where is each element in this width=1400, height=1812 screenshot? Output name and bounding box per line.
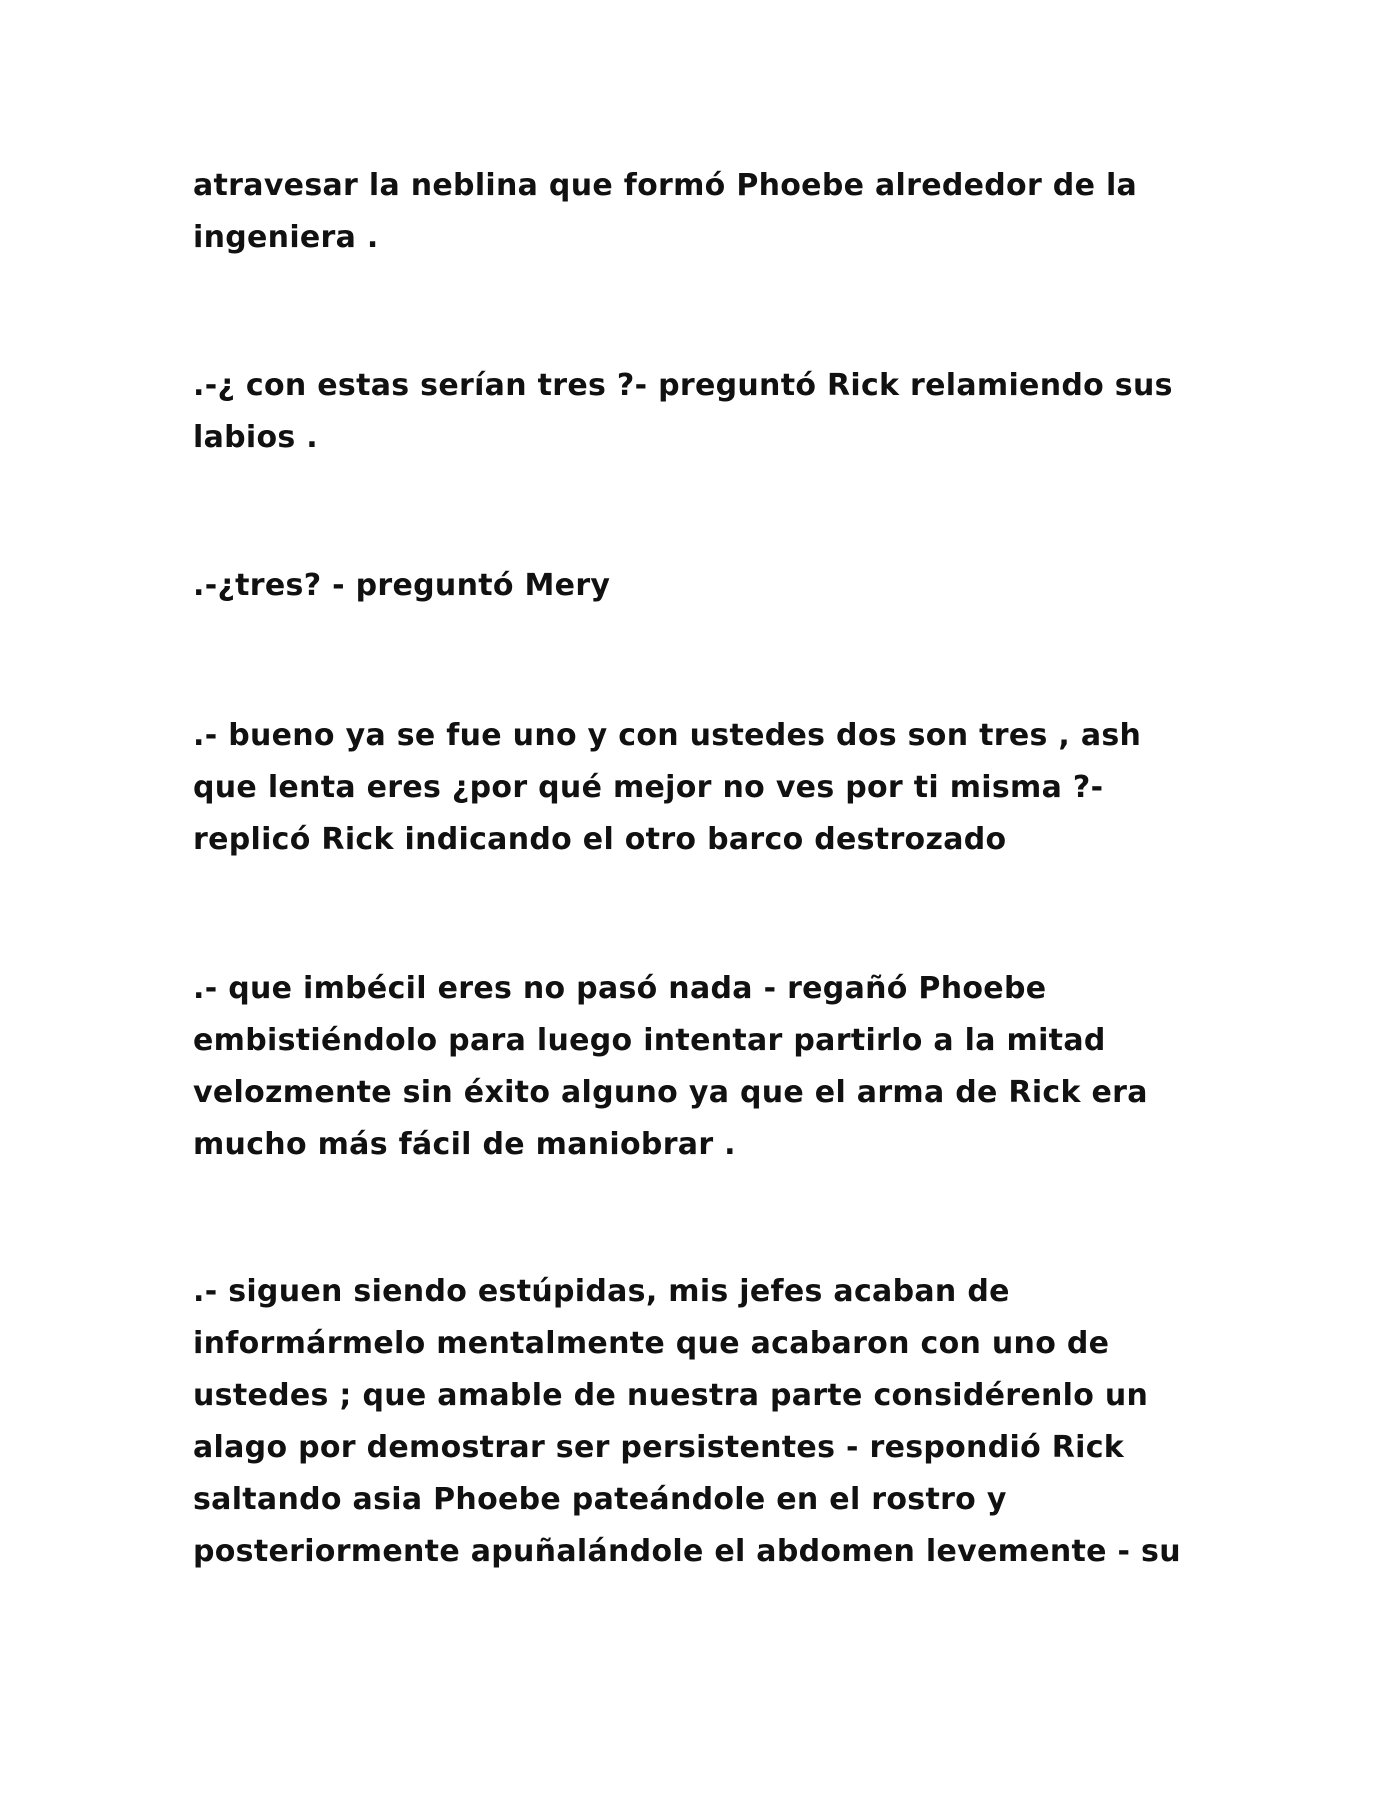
paragraph-line: mucho más fácil de maniobrar . [193, 1127, 736, 1162]
paragraph-line: que lenta eres ¿por qué mejor no ves por ti misma ?- [193, 770, 1104, 805]
paragraph-line: .- bueno ya se fue uno y con ustedes dos son tres , ash [193, 718, 1142, 753]
paragraph-6 [193, 1266, 1233, 1578]
paragraph-line: ingeniera . [193, 220, 379, 255]
paragraph-line: ustedes ; que amable de nuestra parte considérenlo un [193, 1378, 1149, 1413]
paragraph-line: saltando asia Phoebe pateándole en el rostro y [193, 1482, 1007, 1517]
paragraph-line: embistiéndolo para luego intentar partirlo a la mitad [193, 1023, 1106, 1058]
paragraph-3 [193, 560, 1233, 612]
paragraph-line: labios . [193, 420, 318, 455]
paragraph-line: atravesar la neblina que formó Phoebe alrededor de la [193, 168, 1138, 203]
paragraph-1 [193, 160, 1233, 264]
paragraph-2 [193, 360, 1233, 464]
paragraph-line: velozmente sin éxito alguno ya que el arma de Rick era [193, 1075, 1148, 1110]
paragraph-line: .- siguen siendo estúpidas, mis jefes acaban de [193, 1274, 1010, 1309]
paragraph-line: posteriormente apuñalándole el abdomen levemente - su [193, 1534, 1181, 1569]
paragraph-line: .-¿tres? - preguntó Mery [193, 568, 611, 603]
paragraph-line: .- que imbécil eres no pasó nada - regañó Phoebe [193, 971, 1047, 1006]
paragraph-line: informármelo mentalmente que acabaron con uno de [193, 1326, 1110, 1361]
paragraph-line: replicó Rick indicando el otro barco destrozado [193, 822, 1007, 857]
paragraph-5 [193, 963, 1233, 1171]
paragraph-line: .-¿ con estas serían tres ?- preguntó Rick relamiendo sus [193, 368, 1173, 403]
paragraph-4 [193, 710, 1233, 866]
paragraph-line: alago por demostrar ser persistentes - respondió Rick [193, 1430, 1125, 1465]
